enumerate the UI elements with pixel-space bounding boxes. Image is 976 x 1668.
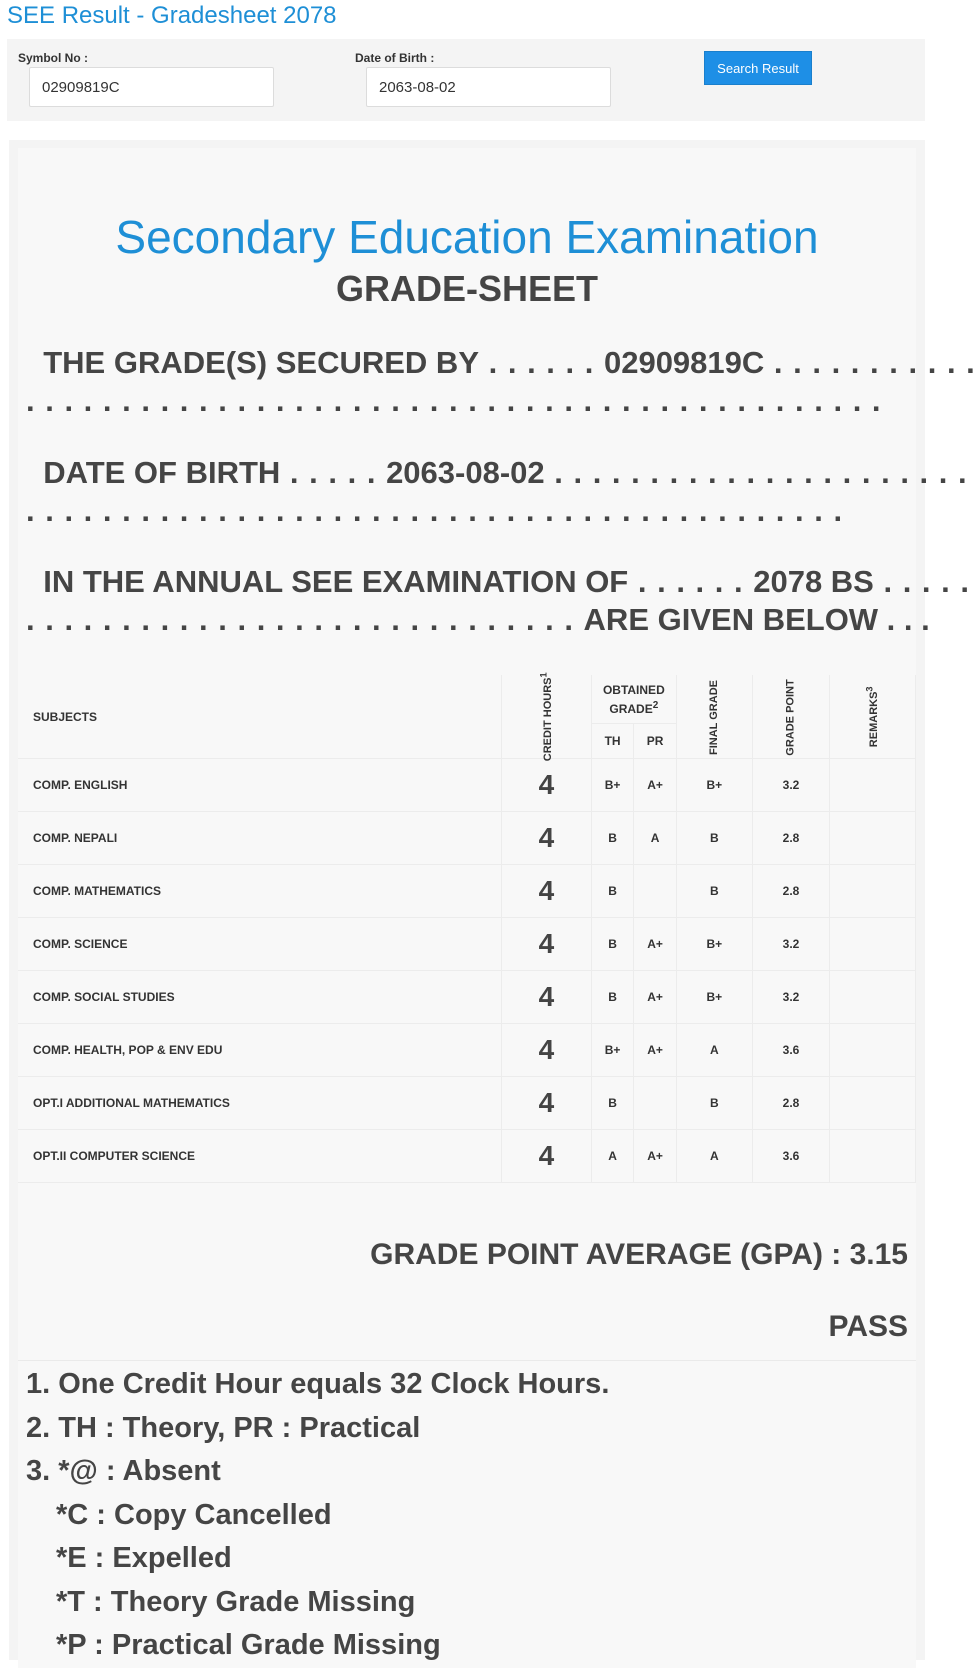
- dob-statement-label: DATE OF BIRTH: [43, 455, 281, 490]
- exam-title: Secondary Education Examination: [115, 211, 819, 263]
- dob-statement-value: 2063-08-02: [386, 455, 545, 490]
- credit-cell: 4: [502, 971, 592, 1024]
- th-grade-cell: A: [591, 1130, 633, 1183]
- credit-cell: 4: [502, 1077, 592, 1130]
- grade-point-cell: 3.2: [752, 759, 829, 812]
- note-item: *C : Copy Cancelled: [56, 1498, 332, 1531]
- subject-cell: COMP. SCIENCE: [18, 918, 502, 971]
- final-grade-cell: B+: [676, 918, 752, 971]
- gradesheet-title: GRADE-SHEET: [335, 268, 599, 309]
- symbol-no-input[interactable]: [29, 67, 274, 107]
- remarks-cell: [830, 1077, 916, 1130]
- note-item: *P : Practical Grade Missing: [56, 1629, 441, 1661]
- search-result-button[interactable]: Search Result: [704, 51, 812, 85]
- subject-cell: COMP. NEPALI: [18, 812, 502, 865]
- gradesheet: [18, 148, 976, 1668]
- credit-cell: 4: [502, 918, 592, 971]
- final-grade-cell: B+: [676, 971, 752, 1024]
- grade-point-cell: 2.8: [752, 1077, 829, 1130]
- grade-point-cell: 2.8: [752, 812, 829, 865]
- table-row: [18, 918, 916, 971]
- pr-grade-cell: [634, 865, 677, 918]
- obtained-grade-label: OBTAINED GRADE: [602, 682, 665, 716]
- table-row: [18, 1130, 916, 1183]
- remarks-cell: [830, 865, 916, 918]
- table-row: [18, 812, 916, 865]
- notes-list: [26, 1363, 609, 1668]
- obtained-grade-header: [591, 675, 676, 724]
- th-grade-cell: B: [591, 1077, 633, 1130]
- secured-by-label: THE GRADE(S) SECURED BY: [43, 345, 479, 380]
- exam-year: 2078 BS: [753, 564, 874, 599]
- remarks-header: [830, 675, 916, 759]
- remarks-cell: [830, 1130, 916, 1183]
- final-grade-header: [676, 675, 752, 759]
- th-grade-cell: B: [591, 971, 633, 1024]
- gpa-text: GRADE POINT AVERAGE (GPA) : 3.15: [370, 1238, 908, 1271]
- pr-grade-cell: A+: [634, 1130, 677, 1183]
- remarks-cell: [830, 812, 916, 865]
- remarks-cell: [830, 971, 916, 1024]
- grade-point-cell: 3.2: [752, 918, 829, 971]
- note-item: 3. *@ : Absent: [26, 1455, 221, 1487]
- final-grade-cell: B: [676, 865, 752, 918]
- final-grade-cell: B: [676, 812, 752, 865]
- final-grade-cell: A: [676, 1130, 752, 1183]
- subjects-header: SUBJECTS: [18, 675, 502, 759]
- subject-cell: COMP. SOCIAL STUDIES: [18, 971, 502, 1024]
- table-row: [18, 971, 916, 1024]
- exam-statement-label: IN THE ANNUAL SEE EXAMINATION OF: [43, 564, 629, 599]
- credit-cell: 4: [502, 1130, 592, 1183]
- pr-header: PR: [634, 724, 677, 759]
- subject-cell: COMP. ENGLISH: [18, 759, 502, 812]
- dob-label: Date of Birth :: [355, 51, 435, 65]
- secured-by-symbol: 02909819C: [603, 345, 765, 380]
- remarks-sup: 3: [864, 686, 875, 692]
- note-item: 2. TH : Theory, PR : Practical: [26, 1411, 421, 1444]
- note-item: *E : Expelled: [56, 1542, 232, 1574]
- th-grade-cell: B: [591, 865, 633, 918]
- grade-point-cell: 3.6: [752, 1130, 829, 1183]
- pr-grade-cell: [634, 1077, 677, 1130]
- dob-input[interactable]: [366, 67, 611, 107]
- exam-statement: IN THE ANNUAL SEE EXAMINATION OF . . . . . . 2078 BS . . . . . . . . . . . . . . . . . . . . . . . . . . . . . . . . . . ARE GIVEN BELOW . . .: [26, 564, 970, 637]
- credit-cell: 4: [502, 812, 592, 865]
- credit-cell: 4: [502, 865, 592, 918]
- dob-statement: DATE OF BIRTH . . . . . 2063-08-02 . . . . . . . . . . . . . . . . . . . . . . . . . . . . . . . . . . . . . . . . . . . . . . . . . . . . . . . . . . . . . . . . .: [26, 455, 968, 528]
- subject-cell: COMP. MATHEMATICS: [18, 865, 502, 918]
- page-title: SEE Result - Gradesheet 2078: [7, 2, 337, 29]
- remarks-cell: [830, 918, 916, 971]
- pr-grade-cell: A+: [634, 759, 677, 812]
- pr-grade-cell: A+: [634, 1024, 677, 1077]
- subject-cell: OPT.I ADDITIONAL MATHEMATICS: [18, 1077, 502, 1130]
- grades-table: [18, 672, 916, 1183]
- grade-point-label: GRADE POINT: [784, 679, 797, 756]
- remarks-label: REMARKS: [868, 691, 881, 747]
- credit-hours-label: CREDIT HOURS: [542, 677, 555, 761]
- th-header: TH: [591, 724, 633, 759]
- credit-hours-header: [502, 672, 592, 761]
- table-row: [18, 759, 916, 812]
- result-status: PASS: [828, 1310, 908, 1343]
- obtained-grade-sup: 2: [652, 699, 659, 711]
- pr-grade-cell: A: [634, 812, 677, 865]
- th-grade-cell: B+: [591, 1024, 633, 1077]
- search-form: [7, 39, 925, 121]
- grade-point-header: [752, 675, 829, 759]
- credit-cell: 4: [502, 759, 592, 812]
- gradesheet-container: [9, 140, 976, 1661]
- table-row: [18, 1077, 916, 1130]
- table-row: [18, 1024, 916, 1077]
- given-below-text: ARE GIVEN BELOW . . .: [583, 602, 930, 637]
- credit-hours-sup: 1: [538, 672, 549, 678]
- final-grade-cell: A: [676, 1024, 752, 1077]
- grade-point-cell: 3.2: [752, 971, 829, 1024]
- final-grade-label: FINAL GRADE: [707, 680, 720, 755]
- th-grade-cell: B: [591, 812, 633, 865]
- final-grade-cell: B: [676, 1077, 752, 1130]
- remarks-cell: [830, 1024, 916, 1077]
- pr-grade-cell: A+: [634, 918, 677, 971]
- grade-point-cell: 3.6: [752, 1024, 829, 1077]
- divider: [18, 1360, 916, 1361]
- table-row: [18, 865, 916, 918]
- th-grade-cell: B: [591, 918, 633, 971]
- grade-point-cell: 2.8: [752, 865, 829, 918]
- th-grade-cell: B+: [591, 759, 633, 812]
- note-item: 1. One Credit Hour equals 32 Clock Hours.: [26, 1368, 610, 1400]
- subject-cell: OPT.II COMPUTER SCIENCE: [18, 1130, 502, 1183]
- credit-cell: 4: [502, 1024, 592, 1077]
- subject-cell: COMP. HEALTH, POP & ENV EDU: [18, 1024, 502, 1077]
- remarks-cell: [830, 759, 916, 812]
- note-item: *T : Theory Grade Missing: [56, 1585, 416, 1618]
- final-grade-cell: B+: [676, 759, 752, 812]
- pr-grade-cell: A+: [634, 971, 677, 1024]
- secured-by-statement: THE GRADE(S) SECURED BY . . . . . . 02909819C . . . . . . . . . . . . . . . . . . . . . . . . . . . . . . . . . . . . . . . . . . . . . . . . . . . . . . . .: [26, 345, 976, 418]
- symbol-label: Symbol No :: [18, 51, 89, 65]
